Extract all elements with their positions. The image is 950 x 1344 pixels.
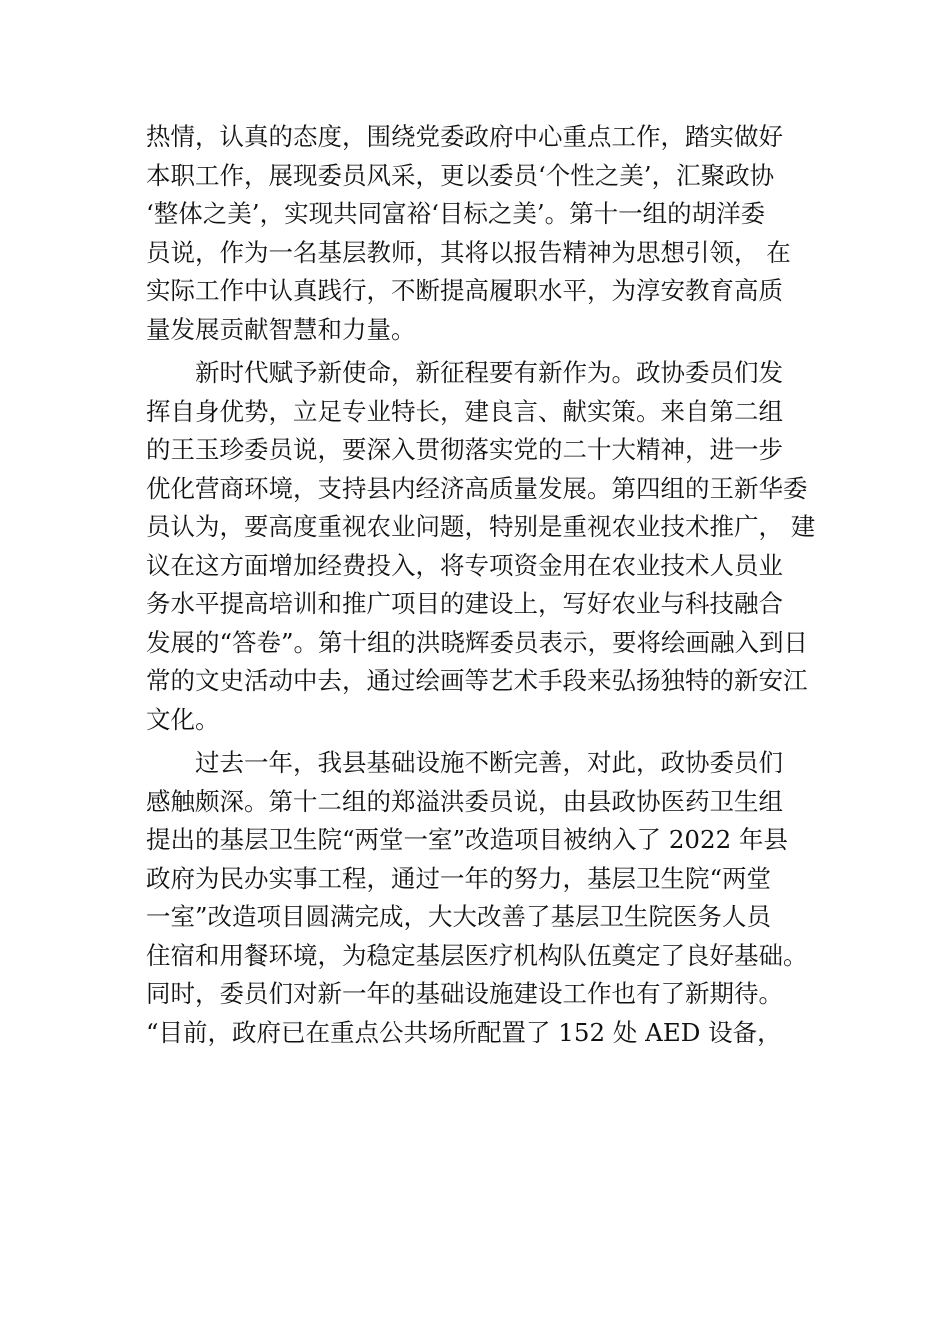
text-line: 挥自身优势，立足专业特长，建良言、献实策。来自第二组 xyxy=(146,396,783,426)
text-line: 员说，作为一名基层教师，其将以报告精神为思想引领， 在 xyxy=(146,237,791,267)
text-line: “目前，政府已在重点公共场所配置了 152 处 AED 设备， xyxy=(146,1017,782,1047)
text-line: 热情，认真的态度，围绕党委政府中心重点工作，踏实做好 xyxy=(146,122,783,151)
text-line: 感触颇深。第十二组的郑溢洪委员说，由县政协医药卫生组 xyxy=(146,786,783,816)
text-line: 发展的“答卷”。第十组的洪晓辉委员表示，要将绘画融入到日 xyxy=(146,627,809,657)
text-line: 常的文史活动中去，通过绘画等艺术手段来弘扬独特的新安江 xyxy=(146,666,808,695)
text-line: 员认为，要高度重视农业问题，特别是重视农业技术推广， 建 xyxy=(146,512,816,541)
text-line: 的王玉珍委员说，要深入贯彻落实党的二十大精神，进一步 xyxy=(146,435,783,464)
text-line: 提出的基层卫生院“两堂一室”改造项目被纳入了 2022 年县 xyxy=(146,825,788,854)
body-text xyxy=(146,118,826,1052)
text-line: 同时，委员们对新一年的基础设施建设工作也有了新期待。 xyxy=(146,979,783,1008)
paragraph-first-line: 新时代赋予新使命，新征程要有新作为。政协委员们发 xyxy=(195,358,783,387)
text-line: 量发展贡献智慧和力量。 xyxy=(146,314,416,344)
text-line: 政府为民办实事工程，通过一年的努力，基层卫生院“两堂 xyxy=(146,863,772,893)
text-line: 本职工作，展现委员风采，更以委员‘个性之美’，汇聚政协 xyxy=(146,160,775,190)
text-line: 文化。 xyxy=(146,704,220,734)
paragraph-first-line: 过去一年，我县基础设施不断完善，对此，政协委员们 xyxy=(195,748,783,777)
text-line: 实际工作中认真践行，不断提高履职水平，为淳安教育高质 xyxy=(146,276,783,305)
text-line: ‘整体之美’，实现共同富裕‘目标之美’。第十一组的胡洋委 xyxy=(146,199,766,228)
text-line: 议在这方面增加经费投入，将专项资金用在农业技术人员业 xyxy=(146,550,783,580)
text-line: 优化营商环境，支持县内经济高质量发展。第四组的王新华委 xyxy=(146,473,808,503)
text-line: 住宿和用餐环境，为稳定基层医疗机构队伍奠定了良好基础。 xyxy=(146,940,808,970)
text-line: 一室”改造项目圆满完成，大大改善了基层卫生院医务人员 xyxy=(146,902,772,931)
text-line: 务水平提高培训和推广项目的建设上，写好农业与科技融合 xyxy=(146,589,783,618)
